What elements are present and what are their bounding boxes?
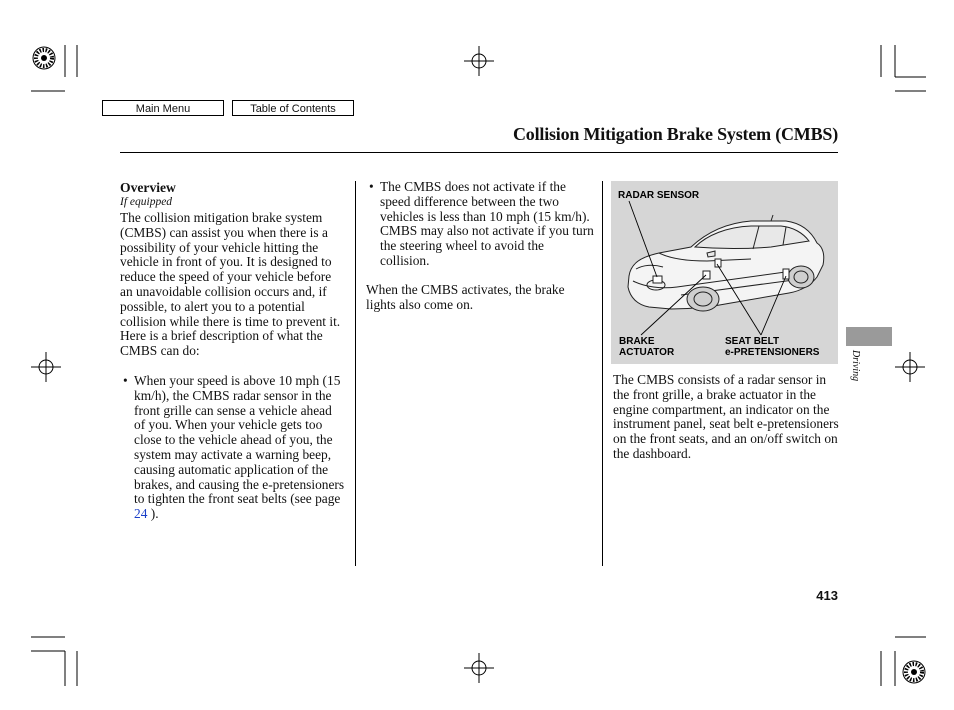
section-subheading: If equipped <box>120 196 173 208</box>
page-title: Collision Mitigation Brake System (CMBS) <box>513 124 838 144</box>
paragraph: When the CMBS activates, the brake lights also come on. <box>366 281 565 312</box>
section-heading: Overview <box>120 180 176 195</box>
label-brake-actuator-line2: ACTUATOR <box>619 347 675 358</box>
title-rule <box>120 152 838 153</box>
section-tab-label: Driving <box>850 350 861 382</box>
paragraph: The CMBS consists of a radar sensor in the front grille, a brake actuator in the engine compartment, an indicator on the instrument panel, seat belt e-pretensioners on the front seats, and an on/off switch on the dashboard. <box>613 372 839 461</box>
bullet-text: The CMBS does not activate if the speed difference between the two vehicles is less than 10 mph (15 km/h). CMBS may also not activate if you turn the steering wheel to avoid the collision. <box>380 179 594 268</box>
section-tab[interactable] <box>846 327 892 346</box>
bullet-text-end: ). <box>147 506 159 522</box>
column-components <box>613 373 839 462</box>
bullet-item <box>120 374 346 522</box>
radar-sensor-marker <box>653 276 662 283</box>
main-menu-button[interactable]: Main Menu <box>102 100 224 116</box>
column-divider <box>602 181 603 566</box>
intro-paragraph: The collision mitigation brake system (CMBS) can assist you when there is a possibility of your vehicle hitting the vehicle in front of you. It is designed to reduce the speed of your vehicle before an unavoidable collision occurs and, if possible, to alert you to a potential collision while there is time to prevent it. Here is a brief description of what the CMBS can do: <box>120 210 341 359</box>
label-seat-belt-line1: SEAT BELT <box>725 336 780 347</box>
starburst-target-bottom-right <box>903 661 925 683</box>
column-activation <box>366 180 594 312</box>
column-overview <box>120 180 346 522</box>
page-number: 413 <box>816 588 838 603</box>
label-seat-belt-line2: e-PRETENSIONERS <box>725 347 820 358</box>
label-brake-actuator-line1: BRAKE <box>619 336 655 347</box>
column-divider <box>355 181 356 566</box>
bullet-item <box>366 180 594 269</box>
starburst-target-top-left <box>33 47 55 69</box>
seat-belt-marker <box>783 269 789 279</box>
page-link-24[interactable]: 24 <box>134 506 148 522</box>
cmbs-diagram <box>611 181 838 364</box>
table-of-contents-button[interactable]: Table of Contents <box>232 100 354 116</box>
bullet-text: When your speed is above 10 mph (15 km/h), the CMBS radar sensor in the front grille can sense a vehicle ahead of you. When your vehicle gets too close to the vehicle ahead of you, the system may activate a warning beep, causing automatic application of the brakes, and causing the e-pretensioners to tighten the front seat belts (see page <box>134 372 345 507</box>
label-radar-sensor: RADAR SENSOR <box>618 190 700 201</box>
